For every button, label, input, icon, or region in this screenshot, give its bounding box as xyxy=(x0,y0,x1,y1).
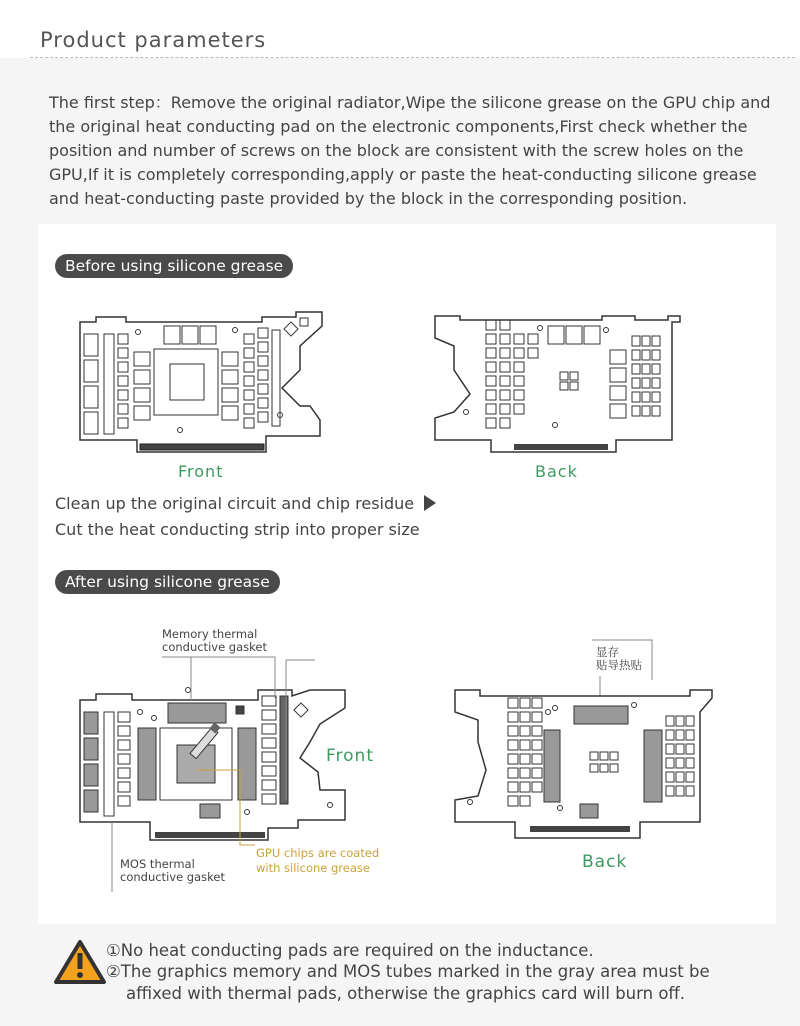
before-front-board xyxy=(80,312,322,452)
page-title: Product parameters xyxy=(40,28,267,52)
after-back-label: Back xyxy=(582,852,628,872)
before-badge: Before using silicone grease xyxy=(55,254,293,278)
step-arrow-icon xyxy=(424,495,436,511)
note-2: ②The graphics memory and MOS tubes marked in the gray area must be xyxy=(106,962,710,981)
cn-label-line2: 贴导热贴 xyxy=(596,658,642,672)
after-badge: After using silicone grease xyxy=(55,570,280,594)
after-back-connector xyxy=(530,826,630,832)
mos-label-line1: MOS thermal xyxy=(120,857,195,871)
step-clean: Clean up the original circuit and chip residue xyxy=(55,494,415,513)
gpu-grease-label xyxy=(256,846,379,876)
gpu-label-line1: GPU chips are coated xyxy=(256,846,380,860)
after-front-connector xyxy=(155,832,265,838)
before-front-connector xyxy=(140,444,264,450)
mos-gasket-label xyxy=(120,858,225,884)
memory-gasket-label xyxy=(162,628,267,654)
note-2-continued: affixed with thermal pads, otherwise the graphics card will burn off. xyxy=(126,984,686,1003)
before-back-label: Back xyxy=(535,462,578,481)
step-cut: Cut the heat conducting strip into proper size xyxy=(55,520,420,539)
gpu-label-line2: with silicone grease xyxy=(256,861,370,875)
mos-label-line2: conductive gasket xyxy=(120,870,225,884)
warning-icon xyxy=(56,942,104,982)
memory-label-line2: conductive gasket xyxy=(162,640,267,654)
note-1: ①No heat conducting pads are required on the inductance. xyxy=(106,941,594,960)
intro-paragraph: The first step：Remove the original radiator,Wipe the silicone grease on the GPU chip and the original heat conducting pad on the electronic components,First check whether the position and number of screws on the block are consistent with the screw holes on the GPU,If it is completely corresponding,apply or paste the heat-conducting silicone grease and heat-conducting paste provided by the block in the corresponding position. xyxy=(49,93,771,208)
cn-memory-label xyxy=(596,646,642,672)
after-front-label: Front xyxy=(326,746,374,766)
cn-label-line1: 显存 xyxy=(596,645,619,659)
before-back-connector xyxy=(514,444,608,450)
before-front-label: Front xyxy=(178,462,224,481)
memory-label-line1: Memory thermal xyxy=(162,627,258,641)
